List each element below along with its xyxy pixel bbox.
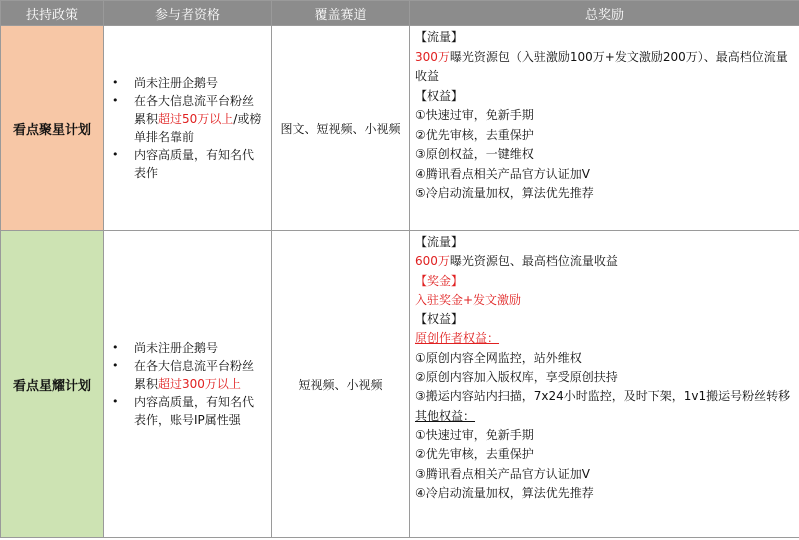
qualification-text: 在各大信息流平台粉丝累积 (134, 359, 255, 391)
list-item (110, 339, 263, 357)
qualification-text: 尚未注册企鹅号 (134, 76, 219, 90)
qualification-text: 尚未注册企鹅号 (134, 341, 219, 355)
reward-item: ③搬运内容站内扫描，7x24小时监控，及时下架，1v1搬运号粉丝转移 (415, 389, 791, 404)
reward-section-title: 【流量】 (415, 235, 464, 249)
reward-flow-line (415, 252, 795, 271)
table-row (1, 26, 799, 231)
reward-cell (410, 26, 799, 231)
qualification-list (110, 339, 263, 429)
table-row (1, 231, 799, 538)
reward-flow-amount: 300万 (415, 49, 450, 64)
reward-section-title: 【奖金】 (415, 273, 464, 288)
reward-item: ⑤冷启动流量加权，算法优先推荐 (415, 186, 594, 200)
list-item (110, 357, 263, 393)
reward-subsection-title: 其他权益： (415, 408, 476, 423)
reward-item: ①快速过审，免新手期 (415, 427, 534, 442)
reward-item: ④腾讯看点相关产品官方认证加V (415, 166, 590, 181)
qualification-list (110, 74, 263, 182)
reward-section-title: 【流量】 (415, 30, 464, 44)
header-policy: 扶持政策 (1, 1, 104, 26)
qualification-cell (104, 231, 272, 538)
reward-flow-line (415, 48, 795, 87)
track-cell: 图文、短视频、小视频 (272, 26, 410, 231)
header-track: 覆盖赛道 (272, 1, 410, 26)
reward-item: ①原创内容全网监控，站外维权 (415, 350, 582, 365)
reward-item: ②优先审核，去重保护 (415, 127, 534, 142)
reward-section-title: 【权益】 (415, 88, 464, 103)
policy-name-cell: 看点星耀计划 (1, 231, 104, 538)
track-cell: 短视频、小视频 (272, 231, 410, 538)
reward-flow-amount: 600万 (415, 254, 450, 269)
qualification-text: 内容高质量，有知名代表作，账号IP属性强 (134, 395, 255, 427)
list-item (110, 146, 263, 182)
reward-section-title: 【权益】 (415, 312, 464, 327)
list-item (110, 393, 263, 429)
header-qualification: 参与者资格 (104, 1, 272, 26)
list-item (110, 92, 263, 146)
header-row (1, 1, 799, 26)
reward-subsection-title: 原创作者权益： (415, 331, 500, 346)
qualification-cell (104, 26, 272, 231)
qualification-highlight: 超过50万以上 (158, 112, 234, 126)
qualification-highlight: 超过300万以上 (158, 377, 241, 391)
reward-bonus-text: 入驻奖金+发文激励 (415, 292, 522, 307)
qualification-text: /或榜单排名靠前 (134, 112, 262, 144)
list-item (110, 74, 263, 92)
qualification-text: 内容高质量，有知名代表作 (134, 148, 255, 180)
reward-item: ③腾讯看点相关产品官方认证加V (415, 466, 590, 481)
qualification-text: 在各大信息流平台粉丝累积 (134, 94, 255, 126)
reward-item: ④冷启动流量加权，算法优先推荐 (415, 485, 594, 500)
reward-flow-text: 曝光资源包（入驻激励100万+发文激励200万）、最高档位流量收益 (415, 49, 788, 83)
reward-item: ②原创内容加入版权库，享受原创扶持 (415, 370, 618, 385)
reward-cell (410, 231, 799, 538)
reward-item: ③原创权益，一键维权 (415, 147, 534, 161)
header-reward: 总奖励 (410, 1, 799, 26)
reward-flow-text: 曝光资源包、最高档位流量收益 (449, 254, 618, 269)
reward-item: ②优先审核，去重保护 (415, 447, 534, 462)
reward-item: ①快速过审，免新手期 (415, 108, 534, 122)
policy-name-cell: 看点聚星计划 (1, 26, 104, 231)
